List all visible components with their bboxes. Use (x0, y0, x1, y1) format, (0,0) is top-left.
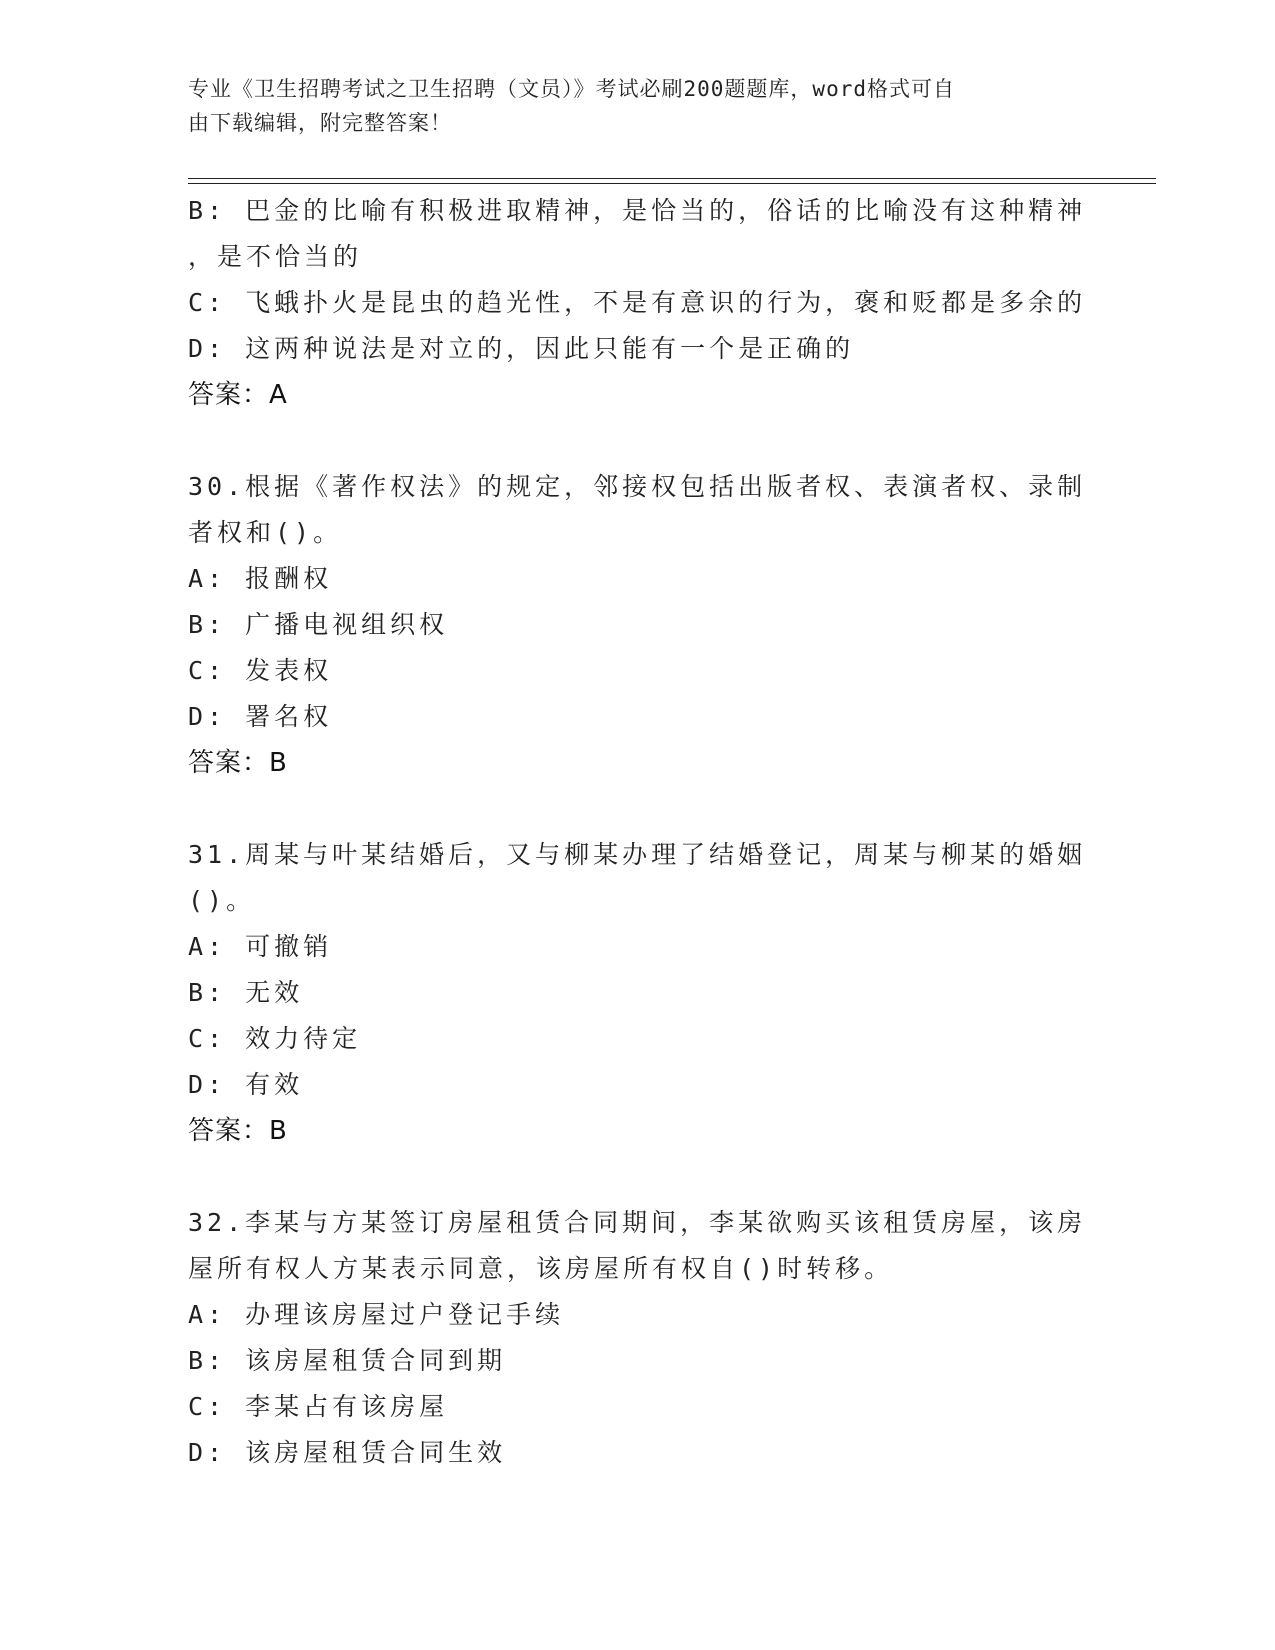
question-stem-continued: ()。 (188, 886, 256, 915)
continued-question (188, 188, 1088, 418)
option-d: D: 有效 (188, 1070, 304, 1099)
option-a: A: 办理该房屋过户登记手续 (188, 1300, 565, 1329)
header-line-1: 专业《卫生招聘考试之卫生招聘（文员）》考试必刷200题题库，word格式可自 (188, 77, 955, 101)
question-stem: 31.周某与叶某结婚后，又与柳某办理了结婚登记，周某与柳某的婚姻 (188, 840, 1087, 869)
header-divider-top (188, 178, 1156, 179)
question-30 (188, 464, 1088, 786)
answer-line: 答案：A (188, 380, 288, 410)
option-c: C: 发表权 (188, 656, 333, 685)
option-a: A: 可撤销 (188, 932, 333, 961)
question-stem-continued: 屋所有权人方某表示同意，该房屋所有权自()时转移。 (188, 1254, 894, 1283)
header-line-2: 由下载编辑，附完整答案！ (188, 111, 452, 135)
option-d: D: 署名权 (188, 702, 333, 731)
answer-line: 答案：B (188, 748, 288, 778)
option-d: D: 该房屋租赁合同生效 (188, 1438, 507, 1467)
question-stem: 32.李某与方某签订房屋租赁合同期间，李某欲购买该租赁房屋，该房 (188, 1208, 1087, 1237)
question-32 (188, 1200, 1088, 1476)
option-b: B: 巴金的比喻有积极进取精神，是恰当的，俗话的比喻没有这种精神 (188, 196, 1087, 225)
question-stem-continued: 者权和()。 (188, 518, 343, 547)
question-content (188, 188, 1088, 1476)
option-b: B: 广播电视组织权 (188, 610, 449, 639)
spacer (188, 1154, 1088, 1200)
header-divider-bottom (188, 183, 1156, 184)
option-c: C: 李某占有该房屋 (188, 1392, 449, 1421)
answer-line: 答案：B (188, 1116, 288, 1146)
question-31 (188, 832, 1088, 1154)
option-b: B: 该房屋租赁合同到期 (188, 1346, 507, 1375)
spacer (188, 418, 1088, 464)
spacer (188, 786, 1088, 832)
page-header (188, 72, 1088, 140)
option-a: A: 报酬权 (188, 564, 333, 593)
option-d: D: 这两种说法是对立的，因此只能有一个是正确的 (188, 334, 855, 363)
option-c: C: 效力待定 (188, 1024, 362, 1053)
option-b-continued: ，是不恰当的 (188, 242, 363, 271)
option-c: C: 飞蛾扑火是昆虫的趋光性，不是有意识的行为，褒和贬都是多余的 (188, 288, 1087, 317)
option-b: B: 无效 (188, 978, 304, 1007)
question-stem: 30.根据《著作权法》的规定，邻接权包括出版者权、表演者权、录制 (188, 472, 1087, 501)
